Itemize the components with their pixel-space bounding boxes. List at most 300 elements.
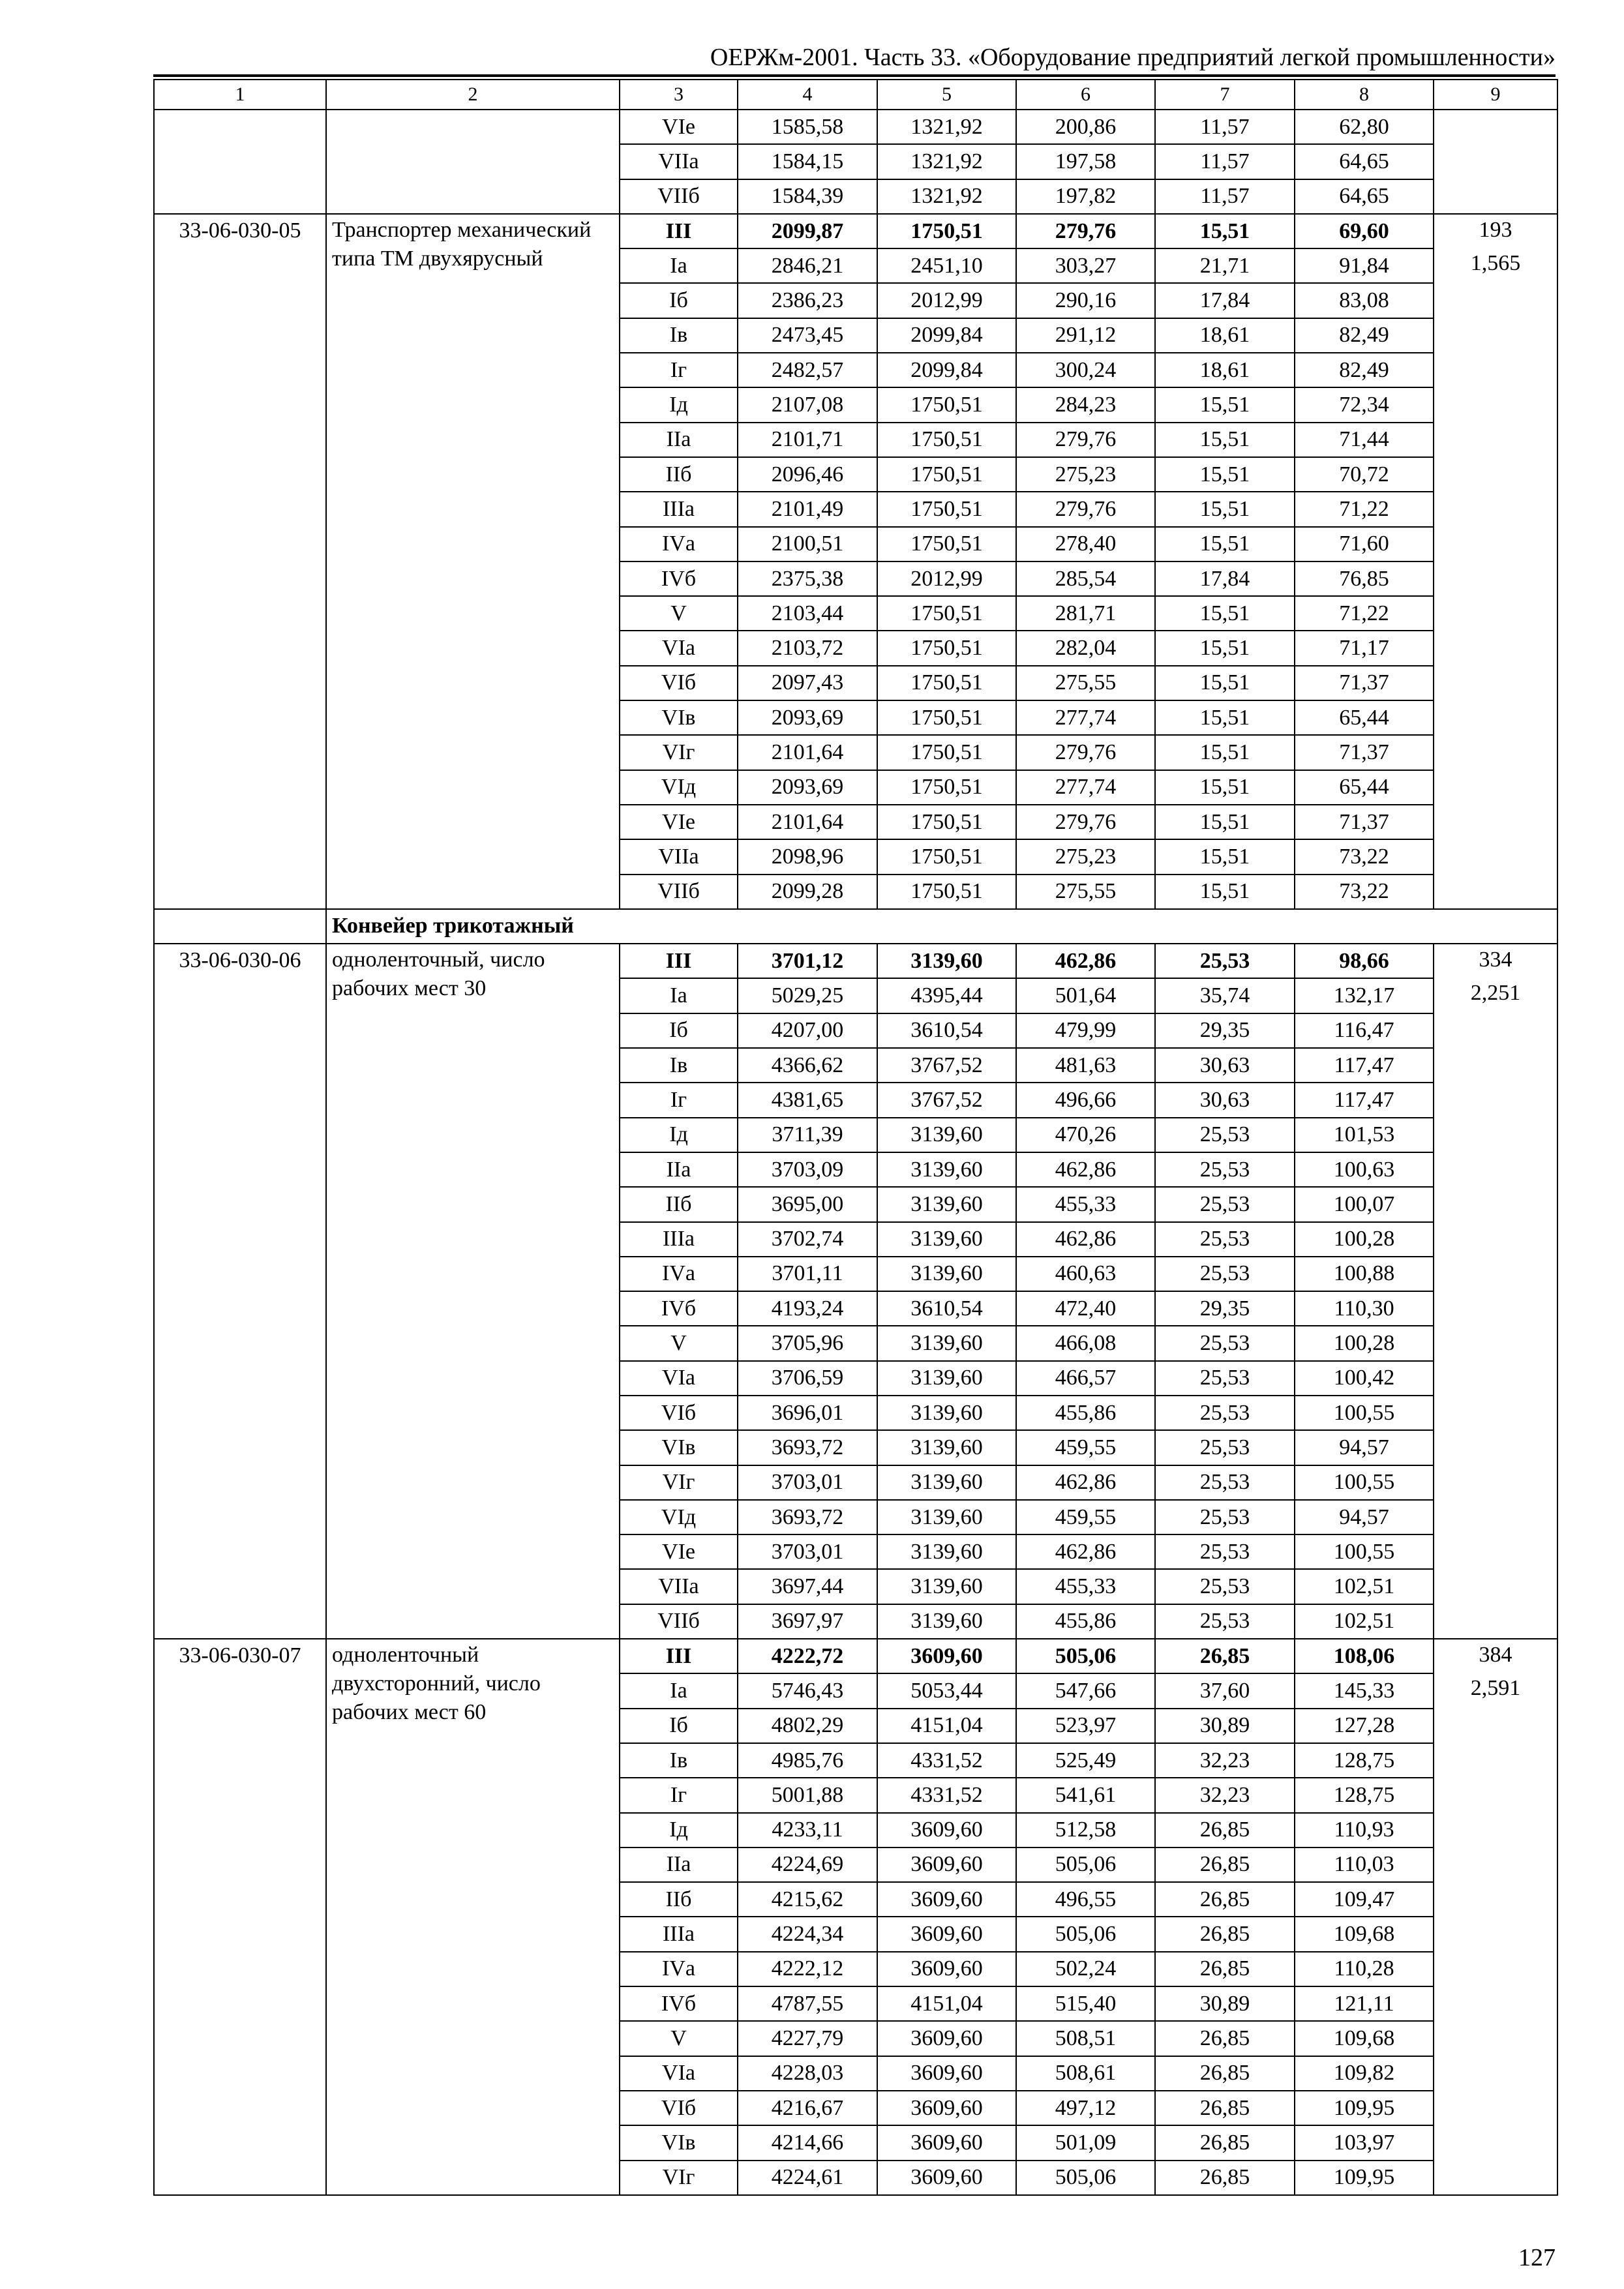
value-cell: 100,63 xyxy=(1295,1152,1434,1187)
extra-value: 1,565 xyxy=(1470,251,1521,276)
value-cell: 100,55 xyxy=(1295,1396,1434,1430)
value-cell: 2099,87 xyxy=(738,214,877,248)
value-cell: 26,85 xyxy=(1155,1813,1295,1848)
value-cell: 15,51 xyxy=(1155,770,1295,805)
value-cell: 3139,60 xyxy=(877,1396,1016,1430)
value-cell: 1750,51 xyxy=(877,527,1016,561)
column-number: 7 xyxy=(1155,80,1295,110)
value-cell: 3139,60 xyxy=(877,1257,1016,1291)
value-cell: VIг xyxy=(620,2161,738,2195)
value-cell: 3139,60 xyxy=(877,1500,1016,1534)
value-cell: 109,82 xyxy=(1295,2056,1434,2091)
value-cell: 21,71 xyxy=(1155,248,1295,283)
value-cell: Iв xyxy=(620,1048,738,1083)
value-cell: 25,53 xyxy=(1155,1326,1295,1360)
value-cell: 470,26 xyxy=(1016,1118,1155,1152)
value-cell: 459,55 xyxy=(1016,1500,1155,1534)
value-cell: Iб xyxy=(620,1013,738,1048)
value-cell: 505,06 xyxy=(1016,1917,1155,1951)
section-spacer xyxy=(154,909,326,944)
value-cell: 82,49 xyxy=(1295,353,1434,387)
value-cell: 3701,11 xyxy=(738,1257,877,1291)
value-cell: IIб xyxy=(620,1882,738,1917)
value-cell: 462,86 xyxy=(1016,1152,1155,1187)
description-cell-empty xyxy=(326,110,620,214)
extra-cell-empty xyxy=(1434,110,1557,214)
value-cell: 462,86 xyxy=(1016,1534,1155,1569)
value-cell: 25,53 xyxy=(1155,1152,1295,1187)
value-cell: VIа xyxy=(620,2056,738,2091)
extra-value: 193 xyxy=(1479,217,1512,242)
value-cell: 2386,23 xyxy=(738,283,877,318)
value-cell: 82,49 xyxy=(1295,318,1434,353)
value-cell: VIв xyxy=(620,1430,738,1465)
value-cell: 197,82 xyxy=(1016,179,1155,214)
value-cell: 4381,65 xyxy=(738,1083,877,1117)
value-cell: 3609,60 xyxy=(877,2125,1016,2160)
rates-table-body xyxy=(154,80,1557,2195)
value-cell: 71,37 xyxy=(1295,666,1434,700)
value-cell: 103,97 xyxy=(1295,2125,1434,2160)
value-cell: 290,16 xyxy=(1016,283,1155,318)
value-cell: 71,17 xyxy=(1295,631,1434,665)
value-cell: 3139,60 xyxy=(877,1187,1016,1221)
value-cell: IIа xyxy=(620,1152,738,1187)
value-cell: VIб xyxy=(620,1396,738,1430)
value-cell: 275,55 xyxy=(1016,666,1155,700)
value-cell: 1750,51 xyxy=(877,666,1016,700)
value-cell: 2103,72 xyxy=(738,631,877,665)
value-cell: 15,51 xyxy=(1155,492,1295,526)
value-cell: 3696,01 xyxy=(738,1396,877,1430)
value-cell: III xyxy=(620,1639,738,1673)
extra-cell xyxy=(1434,1639,1557,2195)
value-cell: 1321,92 xyxy=(877,110,1016,144)
value-cell: 3609,60 xyxy=(877,2021,1016,2056)
value-cell: 460,63 xyxy=(1016,1257,1155,1291)
value-cell: III xyxy=(620,214,738,248)
value-cell: 25,53 xyxy=(1155,1430,1295,1465)
value-cell: 5029,25 xyxy=(738,978,877,1013)
value-cell: 455,86 xyxy=(1016,1604,1155,1639)
value-cell: 277,74 xyxy=(1016,770,1155,805)
value-cell: 3139,60 xyxy=(877,944,1016,978)
value-cell: IIIа xyxy=(620,1917,738,1951)
value-cell: IVб xyxy=(620,1986,738,2021)
column-number: 5 xyxy=(877,80,1016,110)
value-cell: Iг xyxy=(620,1778,738,1812)
value-cell: III xyxy=(620,944,738,978)
value-cell: IIIа xyxy=(620,1222,738,1257)
value-cell: 3693,72 xyxy=(738,1430,877,1465)
value-cell: 3139,60 xyxy=(877,1361,1016,1396)
value-cell: 70,72 xyxy=(1295,457,1434,492)
value-cell: 1750,51 xyxy=(877,631,1016,665)
value-cell: 91,84 xyxy=(1295,248,1434,283)
value-cell: 102,51 xyxy=(1295,1569,1434,1604)
value-cell: 11,57 xyxy=(1155,179,1295,214)
value-cell: 26,85 xyxy=(1155,2091,1295,2125)
value-cell: 275,55 xyxy=(1016,875,1155,909)
value-cell: 3139,60 xyxy=(877,1569,1016,1604)
value-cell: 4227,79 xyxy=(738,2021,877,2056)
value-cell: 3695,00 xyxy=(738,1187,877,1221)
value-cell: 62,80 xyxy=(1295,110,1434,144)
value-cell: 3697,44 xyxy=(738,1569,877,1604)
value-cell: 71,37 xyxy=(1295,735,1434,770)
value-cell: 2093,69 xyxy=(738,700,877,735)
value-cell: 3609,60 xyxy=(877,1848,1016,1882)
value-cell: VIв xyxy=(620,700,738,735)
value-cell: 29,35 xyxy=(1155,1013,1295,1048)
value-cell: 26,85 xyxy=(1155,1917,1295,1951)
value-cell: 4224,34 xyxy=(738,1917,877,1951)
description-cell: одноленточный, число рабочих мест 30 xyxy=(326,944,620,1639)
value-cell: 285,54 xyxy=(1016,561,1155,596)
value-cell: 18,61 xyxy=(1155,318,1295,353)
value-cell: 303,27 xyxy=(1016,248,1155,283)
value-cell: 3703,01 xyxy=(738,1465,877,1500)
value-cell: 71,60 xyxy=(1295,527,1434,561)
value-cell: 30,63 xyxy=(1155,1083,1295,1117)
extra-value: 384 xyxy=(1479,1643,1512,1668)
value-cell: 2012,99 xyxy=(877,283,1016,318)
value-cell: VIв xyxy=(620,2125,738,2160)
value-cell: 472,40 xyxy=(1016,1291,1155,1326)
value-cell: 1750,51 xyxy=(877,700,1016,735)
value-cell: V xyxy=(620,1326,738,1360)
value-cell: 1585,58 xyxy=(738,110,877,144)
value-cell: 110,93 xyxy=(1295,1813,1434,1848)
value-cell: 3701,12 xyxy=(738,944,877,978)
value-cell: 2012,99 xyxy=(877,561,1016,596)
value-cell: VIа xyxy=(620,1361,738,1396)
value-cell: 4151,04 xyxy=(877,1709,1016,1743)
value-cell: 4985,76 xyxy=(738,1743,877,1778)
value-cell: 29,35 xyxy=(1155,1291,1295,1326)
description-cell: Транспортер механический типа ТМ двухярусный xyxy=(326,214,620,909)
value-cell: 275,23 xyxy=(1016,839,1155,874)
value-cell: 25,53 xyxy=(1155,1465,1295,1500)
value-cell: 3705,96 xyxy=(738,1326,877,1360)
value-cell: 116,47 xyxy=(1295,1013,1434,1048)
value-cell: 1321,92 xyxy=(877,179,1016,214)
value-cell: Iд xyxy=(620,1813,738,1848)
value-cell: IVа xyxy=(620,1257,738,1291)
value-cell: 3139,60 xyxy=(877,1604,1016,1639)
code-cell: 33-06-030-07 xyxy=(154,1639,326,2195)
extra-value: 2,591 xyxy=(1470,1676,1521,1701)
value-cell: VIе xyxy=(620,110,738,144)
value-cell: VIб xyxy=(620,666,738,700)
value-cell: 501,09 xyxy=(1016,2125,1155,2160)
value-cell: 15,51 xyxy=(1155,527,1295,561)
value-cell: 459,55 xyxy=(1016,1430,1155,1465)
value-cell: 466,57 xyxy=(1016,1361,1155,1396)
value-cell: 15,51 xyxy=(1155,214,1295,248)
value-cell: 1750,51 xyxy=(877,457,1016,492)
value-cell: 71,22 xyxy=(1295,492,1434,526)
value-cell: 505,06 xyxy=(1016,2161,1155,2195)
value-cell: 3703,09 xyxy=(738,1152,877,1187)
value-cell: 101,53 xyxy=(1295,1118,1434,1152)
value-cell: VIе xyxy=(620,1534,738,1569)
value-cell: 455,33 xyxy=(1016,1187,1155,1221)
value-cell: VIе xyxy=(620,805,738,839)
value-cell: 26,85 xyxy=(1155,2056,1295,2091)
value-cell: 15,51 xyxy=(1155,387,1295,422)
value-cell: 4214,66 xyxy=(738,2125,877,2160)
value-cell: 15,51 xyxy=(1155,805,1295,839)
value-cell: 117,47 xyxy=(1295,1083,1434,1117)
value-cell: VIIб xyxy=(620,1604,738,1639)
value-cell: 18,61 xyxy=(1155,353,1295,387)
value-cell: 4366,62 xyxy=(738,1048,877,1083)
value-cell: 2101,71 xyxy=(738,423,877,457)
value-cell: 3767,52 xyxy=(877,1048,1016,1083)
section-row xyxy=(154,909,1557,944)
value-cell: 3610,54 xyxy=(877,1291,1016,1326)
value-cell: 100,55 xyxy=(1295,1465,1434,1500)
value-cell: 3610,54 xyxy=(877,1013,1016,1048)
value-cell: 512,58 xyxy=(1016,1813,1155,1848)
value-cell: Iв xyxy=(620,318,738,353)
value-cell: 3139,60 xyxy=(877,1118,1016,1152)
value-cell: 2100,51 xyxy=(738,527,877,561)
value-cell: 462,86 xyxy=(1016,944,1155,978)
value-cell: 455,86 xyxy=(1016,1396,1155,1430)
value-cell: 5001,88 xyxy=(738,1778,877,1812)
value-cell: 496,55 xyxy=(1016,1882,1155,1917)
value-cell: 100,42 xyxy=(1295,1361,1434,1396)
value-cell: 17,84 xyxy=(1155,283,1295,318)
extra-cell xyxy=(1434,944,1557,1639)
value-cell: 282,04 xyxy=(1016,631,1155,665)
value-cell: 4802,29 xyxy=(738,1709,877,1743)
value-cell: 2099,84 xyxy=(877,318,1016,353)
column-number: 9 xyxy=(1434,80,1557,110)
value-cell: 1584,39 xyxy=(738,179,877,214)
value-cell: 1750,51 xyxy=(877,839,1016,874)
value-cell: 64,65 xyxy=(1295,179,1434,214)
value-cell: 4233,11 xyxy=(738,1813,877,1848)
value-cell: Iд xyxy=(620,387,738,422)
value-cell: 4215,62 xyxy=(738,1882,877,1917)
value-cell: 455,33 xyxy=(1016,1569,1155,1604)
value-cell: 508,51 xyxy=(1016,2021,1155,2056)
value-cell: 291,12 xyxy=(1016,318,1155,353)
value-cell: 11,57 xyxy=(1155,144,1295,179)
value-cell: Iв xyxy=(620,1743,738,1778)
value-cell: 117,47 xyxy=(1295,1048,1434,1083)
value-cell: V xyxy=(620,2021,738,2056)
value-cell: 1750,51 xyxy=(877,423,1016,457)
value-cell: 2099,84 xyxy=(877,353,1016,387)
value-cell: 15,51 xyxy=(1155,457,1295,492)
value-cell: 2101,64 xyxy=(738,805,877,839)
value-cell: 25,53 xyxy=(1155,1187,1295,1221)
value-cell: 479,99 xyxy=(1016,1013,1155,1048)
value-cell: 32,23 xyxy=(1155,1743,1295,1778)
value-cell: 4395,44 xyxy=(877,978,1016,1013)
value-cell: 2103,44 xyxy=(738,596,877,631)
rates-table xyxy=(153,79,1558,2196)
value-cell: 71,37 xyxy=(1295,805,1434,839)
value-cell: 128,75 xyxy=(1295,1743,1434,1778)
value-cell: 3609,60 xyxy=(877,1917,1016,1951)
value-cell: IVб xyxy=(620,1291,738,1326)
extra-value: 2,251 xyxy=(1470,981,1521,1006)
table-row xyxy=(154,214,1557,248)
column-number: 1 xyxy=(154,80,326,110)
value-cell: 3139,60 xyxy=(877,1152,1016,1187)
value-cell: VIа xyxy=(620,631,738,665)
description-cell: одноленточный двухсторонний, число рабочих мест 60 xyxy=(326,1639,620,2195)
value-cell: 525,49 xyxy=(1016,1743,1155,1778)
value-cell: 25,53 xyxy=(1155,1500,1295,1534)
value-cell: 26,85 xyxy=(1155,1882,1295,1917)
value-cell: 5746,43 xyxy=(738,1673,877,1708)
value-cell: 102,51 xyxy=(1295,1604,1434,1639)
page-header xyxy=(153,40,1556,77)
value-cell: Iд xyxy=(620,1118,738,1152)
value-cell: 3139,60 xyxy=(877,1222,1016,1257)
value-cell: 462,86 xyxy=(1016,1465,1155,1500)
value-cell: 508,61 xyxy=(1016,2056,1155,2091)
column-number: 2 xyxy=(326,80,620,110)
value-cell: 3609,60 xyxy=(877,1952,1016,1986)
value-cell: 3139,60 xyxy=(877,1465,1016,1500)
value-cell: V xyxy=(620,596,738,631)
value-cell: 3609,60 xyxy=(877,1882,1016,1917)
value-cell: 2101,64 xyxy=(738,735,877,770)
value-cell: 37,60 xyxy=(1155,1673,1295,1708)
value-cell: 4222,12 xyxy=(738,1952,877,1986)
value-cell: 3139,60 xyxy=(877,1534,1016,1569)
value-cell: 1321,92 xyxy=(877,144,1016,179)
value-cell: 132,17 xyxy=(1295,978,1434,1013)
value-cell: 17,84 xyxy=(1155,561,1295,596)
value-cell: Iа xyxy=(620,1673,738,1708)
value-cell: 1750,51 xyxy=(877,214,1016,248)
value-cell: 110,03 xyxy=(1295,1848,1434,1882)
value-cell: 1750,51 xyxy=(877,875,1016,909)
value-cell: 69,60 xyxy=(1295,214,1434,248)
value-cell: 279,76 xyxy=(1016,214,1155,248)
value-cell: 2482,57 xyxy=(738,353,877,387)
value-cell: 5053,44 xyxy=(877,1673,1016,1708)
value-cell: 523,97 xyxy=(1016,1709,1155,1743)
value-cell: 2101,49 xyxy=(738,492,877,526)
value-cell: 71,44 xyxy=(1295,423,1434,457)
value-cell: 100,88 xyxy=(1295,1257,1434,1291)
value-cell: 279,76 xyxy=(1016,492,1155,526)
value-cell: 4331,52 xyxy=(877,1743,1016,1778)
value-cell: 1584,15 xyxy=(738,144,877,179)
value-cell: 3711,39 xyxy=(738,1118,877,1152)
value-cell: 30,89 xyxy=(1155,1709,1295,1743)
value-cell: 15,51 xyxy=(1155,875,1295,909)
value-cell: 4224,61 xyxy=(738,2161,877,2195)
value-cell: 515,40 xyxy=(1016,1986,1155,2021)
column-number-row xyxy=(154,80,1557,110)
value-cell: 109,95 xyxy=(1295,2091,1434,2125)
value-cell: Iг xyxy=(620,1083,738,1117)
value-cell: 26,85 xyxy=(1155,2125,1295,2160)
value-cell: 100,07 xyxy=(1295,1187,1434,1221)
value-cell: 1750,51 xyxy=(877,492,1016,526)
value-cell: 11,57 xyxy=(1155,110,1295,144)
value-cell: VIг xyxy=(620,735,738,770)
value-cell: 505,06 xyxy=(1016,1848,1155,1882)
value-cell: 25,53 xyxy=(1155,1222,1295,1257)
value-cell: 26,85 xyxy=(1155,1639,1295,1673)
value-cell: 25,53 xyxy=(1155,1569,1295,1604)
code-cell: 33-06-030-06 xyxy=(154,944,326,1639)
value-cell: 25,53 xyxy=(1155,1257,1295,1291)
value-cell: 1750,51 xyxy=(877,770,1016,805)
value-cell: 25,53 xyxy=(1155,1604,1295,1639)
value-cell: 200,86 xyxy=(1016,110,1155,144)
value-cell: 279,76 xyxy=(1016,735,1155,770)
value-cell: 4151,04 xyxy=(877,1986,1016,2021)
value-cell: 73,22 xyxy=(1295,839,1434,874)
value-cell: IVб xyxy=(620,561,738,596)
value-cell: 25,53 xyxy=(1155,1396,1295,1430)
value-cell: 4222,72 xyxy=(738,1639,877,1673)
value-cell: 76,85 xyxy=(1295,561,1434,596)
value-cell: 109,68 xyxy=(1295,1917,1434,1951)
value-cell: 25,53 xyxy=(1155,1118,1295,1152)
value-cell: 3697,97 xyxy=(738,1604,877,1639)
value-cell: 65,44 xyxy=(1295,700,1434,735)
value-cell: 4331,52 xyxy=(877,1778,1016,1812)
value-cell: 3609,60 xyxy=(877,1639,1016,1673)
value-cell: 2473,45 xyxy=(738,318,877,353)
document-title: ОЕРЖм-2001. Часть 33. «Оборудование предприятий легкой промышленности» xyxy=(710,44,1556,71)
value-cell: 30,63 xyxy=(1155,1048,1295,1083)
value-cell: 4193,24 xyxy=(738,1291,877,1326)
table-row xyxy=(154,110,1557,144)
value-cell: 4207,00 xyxy=(738,1013,877,1048)
value-cell: 15,51 xyxy=(1155,666,1295,700)
value-cell: 284,23 xyxy=(1016,387,1155,422)
value-cell: 278,40 xyxy=(1016,527,1155,561)
value-cell: VIд xyxy=(620,770,738,805)
value-cell: 15,51 xyxy=(1155,735,1295,770)
value-cell: 100,55 xyxy=(1295,1534,1434,1569)
value-cell: 1750,51 xyxy=(877,805,1016,839)
value-cell: 15,51 xyxy=(1155,596,1295,631)
value-cell: 277,74 xyxy=(1016,700,1155,735)
value-cell: 15,51 xyxy=(1155,839,1295,874)
value-cell: 71,22 xyxy=(1295,596,1434,631)
value-cell: 26,85 xyxy=(1155,1952,1295,1986)
value-cell: VIб xyxy=(620,2091,738,2125)
value-cell: 25,53 xyxy=(1155,944,1295,978)
value-cell: 496,66 xyxy=(1016,1083,1155,1117)
column-number: 3 xyxy=(620,80,738,110)
value-cell: 109,95 xyxy=(1295,2161,1434,2195)
value-cell: 83,08 xyxy=(1295,283,1434,318)
value-cell: 481,63 xyxy=(1016,1048,1155,1083)
value-cell: Iб xyxy=(620,283,738,318)
value-cell: 25,53 xyxy=(1155,1361,1295,1396)
value-cell: 109,47 xyxy=(1295,1882,1434,1917)
value-cell: 1750,51 xyxy=(877,596,1016,631)
value-cell: 2093,69 xyxy=(738,770,877,805)
value-cell: VIд xyxy=(620,1500,738,1534)
